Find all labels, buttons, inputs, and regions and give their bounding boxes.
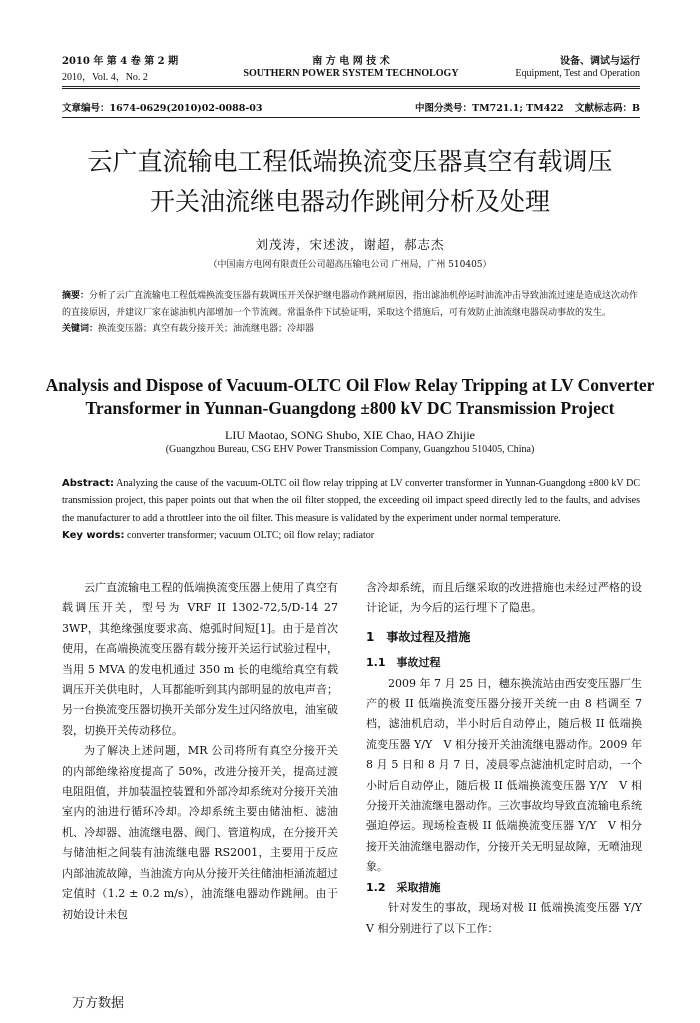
- document-code: 文献标志码：B: [574, 103, 640, 114]
- body-paragraph: 为了解决上述问题，MR 公司将所有真空分接开关的内部绝缘裕度提高了 50%，改进分接开关，提高过渡电阻阻值，并加装温控装置和外部冷却系统对分接开关油室内的油进行循环冷却。冷却系统主要由储油柜、滤油机、冷却器、油流继电器、阀门、管道构成，在分接开关与储油柜之间装有油流继电器 RS2001，主要用于反应内部油流故障，当油流方向从分接开关往储油柜涌流超过定值时（1.2 ± 0.2 m/s），油流继电器动作跳闸。由于初始设计未包: [62, 744, 338, 921]
- journal-name-en: SOUTHERN POWER SYSTEM TECHNOLOGY: [243, 68, 459, 79]
- watermark-footer: 万方数据: [72, 996, 125, 1011]
- section-name-en: Equipment, Test and Operation: [515, 68, 640, 79]
- abstract-en-text: Analyzing the cause of the vacuum-OLTC oil flow relay tripping at LV converter transformer in Yunnan-Guangdong ±800 kV DC transmission project, this paper points out that when the oil filter stopped, the exceeding oil impact speed directly led to the faults, and advises the manufacturer to add a throttleer into the oil filter. This measure is validated by the experiment under normal temperature.: [62, 478, 640, 524]
- keywords-cn: 换流变压器；真空有载分接开关；油流继电器；冷却器: [98, 324, 315, 334]
- body-paragraph: 针对发生的事故，现场对极 II 低端换流变压器 Y/Y V 相分别进行了以下工作：: [366, 901, 653, 935]
- abstract-en: [62, 475, 640, 544]
- abstract-cn: [62, 288, 640, 338]
- section-heading: 1 事故过程及措施: [366, 629, 471, 644]
- body-paragraph: 含冷却系统，而且后继采取的改进措施也未经过严格的设计论证，为今后的运行埋下了隐患。: [366, 581, 642, 615]
- header-rule-thin: [62, 88, 640, 89]
- keywords-en: converter transformer; vacuum OLTC; oil flow relay; radiator: [127, 529, 375, 541]
- article-meta: [62, 100, 640, 114]
- authors-en: LIU Maotao, SONG Shubo, XIE Chao, HAO Zhijie: [225, 428, 475, 442]
- keywords-cn-label: 关键词：: [62, 324, 99, 334]
- affiliation-cn: （中国南方电网有限责任公司超高压输电公司 广州局，广州 510405）: [208, 260, 492, 270]
- journal-name-cn: 南 方 电 网 技 术: [312, 56, 390, 67]
- issue-info-en: 2010，Vol. 4，No. 2: [62, 72, 148, 83]
- title-en-line2: Transformer in Yunnan-Guangdong ±800 kV DC Transmission Project: [85, 398, 615, 418]
- title-cn-line2: 开关油流继电器动作跳闸分析及处理: [149, 187, 550, 216]
- body-left-column: [62, 578, 338, 925]
- subsection-heading: 1.1 事故过程: [366, 656, 441, 670]
- meta-rule: [62, 117, 640, 118]
- header-rule: [62, 86, 640, 87]
- abstract-cn-label: 摘要：: [62, 291, 90, 301]
- body-paragraph: 云广直流输电工程的低端换流变压器上使用了真空有载调压开关，型号为 VRF II 1302-72,5/D-14 27 3WP，其绝缘强度要求高、熄弧时间短[1]。由于是首次使用，在高端换流变压器有载分接开关运行试验过程中，当用 5 MVA 的发电机通过 350 m 长的电缆给真空有载调压开关供电时，人耳都能听到其内部明显的放电声音；另一台换流变压器切换开关部分发生过闪络放电，油室破裂，切换开关传动移位。: [62, 581, 338, 737]
- subsection-heading: 1.2 采取措施: [366, 880, 441, 894]
- abstract-cn-text: 分析了云广直流输电工程低端换流变压器有载调压开关保护继电器动作跳闸原因，指出滤油机停运时油流冲击导致油流过速是造成这次动作的直接原因，并建议厂家在滤油机内部增加一个节流阀。常温条件下试验证明，采取这个措施后，可有效防止油流继电器误动事故的发生。: [62, 291, 639, 318]
- section-name-cn: 设备、调试与运行: [560, 56, 640, 67]
- abstract-en-label: Abstract:: [62, 478, 115, 489]
- affiliation-en: (Guangzhou Bureau, CSG EHV Power Transmission Company, Guangzhou 510405, China): [165, 444, 535, 455]
- keywords-en-label: Key words:: [62, 529, 125, 541]
- title-en-line1: Analysis and Dispose of Vacuum-OLTC Oil Flow Relay Tripping at LV Converter: [45, 375, 655, 395]
- body-paragraph: 2009 年 7 月 25 日，穗东换流站由西安变压器厂生产的极 II 低端换流变压器分接开关统一由 8 档调至 7 档，滤油机启动，半小时后自动停止，随后极 II 低端换流变压器 Y/Y V 相分接开关油流继电器动作。2009 年 8 月 5 日和 8 月 7 日，凌晨零点滤油机定时启动，一个小时后自动停止，随后极 II 低端换流变压器 Y/Y V 相分接开关油流继电器动作。三次事故均导致直流输电系统强迫停运。现场检查极 II 低端换流变压器 Y/Y V 相分接开关油流继电器动作，分接开关无明显故障，无喷油现象。: [366, 676, 642, 874]
- issue-info-cn: 2010 年 第 4 卷 第 2 期: [62, 56, 179, 67]
- title-cn-line1: 云广直流输电工程低端换流变压器真空有载调压: [87, 147, 613, 176]
- classification-number: 中图分类号：TM721.1; TM422: [415, 103, 564, 114]
- authors-cn: 刘茂涛，宋述波，谢超，郝志杰: [255, 237, 445, 252]
- body-right-column: [366, 578, 653, 939]
- article-number: 文章编号：1674-0629(2010)02-0088-03: [62, 103, 263, 114]
